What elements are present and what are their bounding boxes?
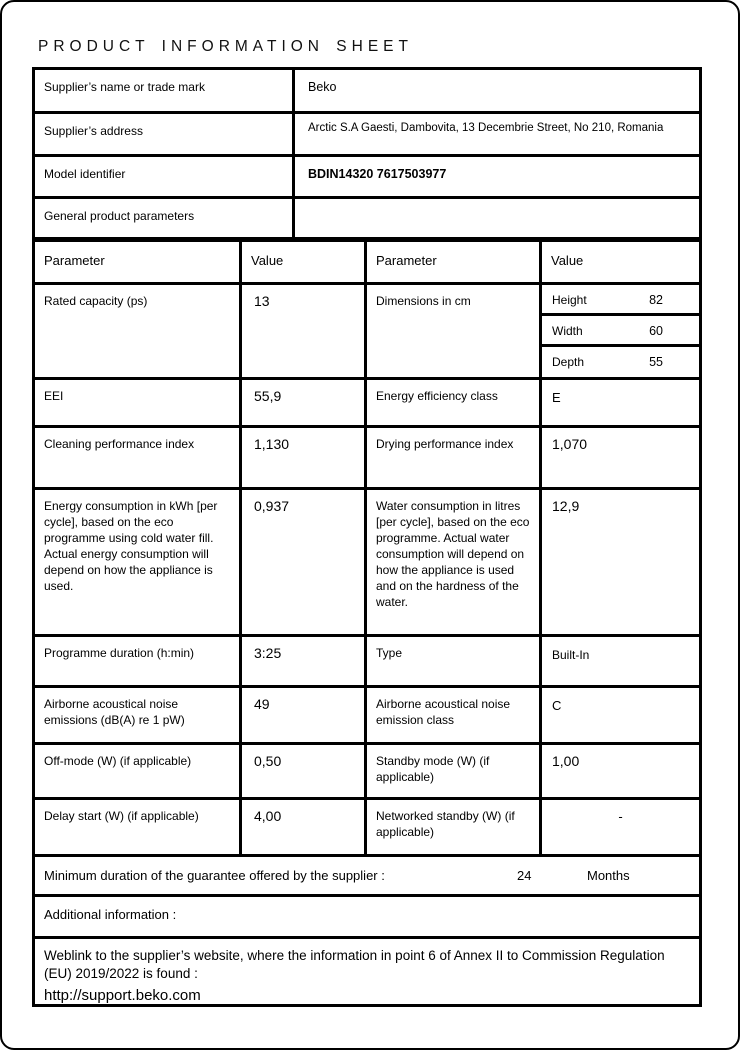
guarantee-unit: Months: [587, 868, 630, 883]
dimensions-subtable: [542, 285, 699, 377]
header-parameter-1: Parameter: [35, 242, 242, 282]
guarantee-label: Minimum duration of the guarantee offered by the supplier :: [44, 868, 385, 883]
energy-class-label: Energy efficiency class: [367, 380, 542, 425]
table-row-consumption: [35, 490, 699, 637]
standby-mode-value: 1,00: [552, 753, 580, 769]
off-mode-value: 0,50: [242, 745, 367, 797]
off-mode-label: Off-mode (W) (if applicable): [35, 745, 242, 797]
table-row-cleaning: [35, 428, 699, 490]
rated-capacity-label: Rated capacity (ps): [35, 285, 242, 377]
width-value: 60: [649, 324, 663, 338]
table-header-row: [35, 242, 699, 285]
table-row-rated-capacity: [35, 285, 699, 380]
guarantee-row: [35, 857, 699, 897]
type-value: Built-In: [552, 648, 590, 662]
additional-information-label: Additional information :: [44, 907, 177, 922]
guarantee-table: [32, 854, 702, 939]
supplier-name-value: Beko: [308, 80, 337, 94]
table-row-delay-start: [35, 800, 699, 854]
table-row: [35, 199, 699, 237]
weblink-table: [32, 936, 702, 1007]
header-parameter-2: Parameter: [367, 242, 542, 282]
table-row-offmode: [35, 745, 699, 800]
table-row: [35, 114, 699, 157]
drying-index-value: 1,070: [552, 436, 588, 452]
programme-duration-label: Programme duration (h:min): [35, 637, 242, 685]
header-value-1: Value: [242, 242, 367, 282]
weblink-description: Weblink to the supplier’s website, where the information in point 6 of Annex II to Commission Regulation (EU) 2019/2022 is found :: [44, 948, 665, 981]
water-consumption-value: 12,9: [552, 498, 580, 514]
energy-consumption-value: 0,937: [242, 490, 367, 634]
noise-class-value: C: [552, 698, 562, 713]
general-parameters-value: [295, 199, 699, 237]
general-parameters-label: General product parameters: [35, 199, 295, 237]
dimensions-cell: [542, 285, 699, 377]
model-identifier-value: BDIN14320 7617503977: [308, 167, 447, 181]
dimension-row-width: [542, 316, 699, 347]
dimension-row-depth: [542, 347, 699, 377]
noise-emissions-label: Airborne acoustical noise emissions (dB(A) re 1 pW): [35, 688, 242, 742]
noise-class-label: Airborne acoustical noise emission class: [367, 688, 542, 742]
eei-label: EEI: [35, 380, 242, 425]
dimension-row-height: [542, 285, 699, 316]
supplier-table: [32, 67, 702, 240]
height-label: Height: [552, 293, 587, 307]
standby-mode-label: Standby mode (W) (if applicable): [367, 745, 542, 797]
supplier-name-label: Supplier’s name or trade mark: [35, 70, 295, 111]
height-value: 82: [649, 293, 663, 307]
supplier-address-label: Supplier’s address: [35, 114, 295, 154]
drying-index-label: Drying performance index: [367, 428, 542, 487]
depth-value: 55: [649, 355, 663, 369]
parameter-table: [32, 239, 702, 857]
width-label: Width: [552, 324, 583, 338]
weblink-url[interactable]: http://support.beko.com: [44, 987, 201, 1004]
page-title: PRODUCT INFORMATION SHEET: [38, 38, 413, 55]
guarantee-value: 24: [517, 868, 532, 883]
supplier-address-value: Arctic S.A Gaesti, Dambovita, 13 Decembrie Street, No 210, Romania: [308, 122, 664, 134]
type-label: Type: [367, 637, 542, 685]
cleaning-index-label: Cleaning performance index: [35, 428, 242, 487]
dimensions-label: Dimensions in cm: [367, 285, 542, 377]
table-row: [35, 70, 699, 114]
energy-class-value: E: [552, 390, 561, 405]
table-row-eei: [35, 380, 699, 428]
noise-emissions-value: 49: [242, 688, 367, 742]
table-row: [35, 157, 699, 199]
networked-standby-label: Networked standby (W) (if applicable): [367, 800, 542, 854]
water-consumption-label: Water consumption in litres [per cycle], based on the eco programme. Actual water consumption will depend on how the appliance is used and on the hardness of the water.: [367, 490, 542, 634]
eei-value: 55,9: [242, 380, 367, 425]
delay-start-value: 4,00: [242, 800, 367, 854]
cleaning-index-value: 1,130: [242, 428, 367, 487]
programme-duration-value: 3:25: [242, 637, 367, 685]
networked-standby-value: -: [618, 809, 623, 824]
rated-capacity-value: 13: [242, 285, 367, 377]
depth-label: Depth: [552, 355, 585, 369]
model-identifier-label: Model identifier: [35, 157, 295, 196]
delay-start-label: Delay start (W) (if applicable): [35, 800, 242, 854]
energy-consumption-label: Energy consumption in kWh [per cycle], based on the eco programme using cold water fill. Actual energy consumption will depend on how the appliance is used.: [35, 490, 242, 634]
table-row-noise: [35, 688, 699, 745]
table-row-duration: [35, 637, 699, 688]
header-value-2: Value: [551, 253, 584, 268]
